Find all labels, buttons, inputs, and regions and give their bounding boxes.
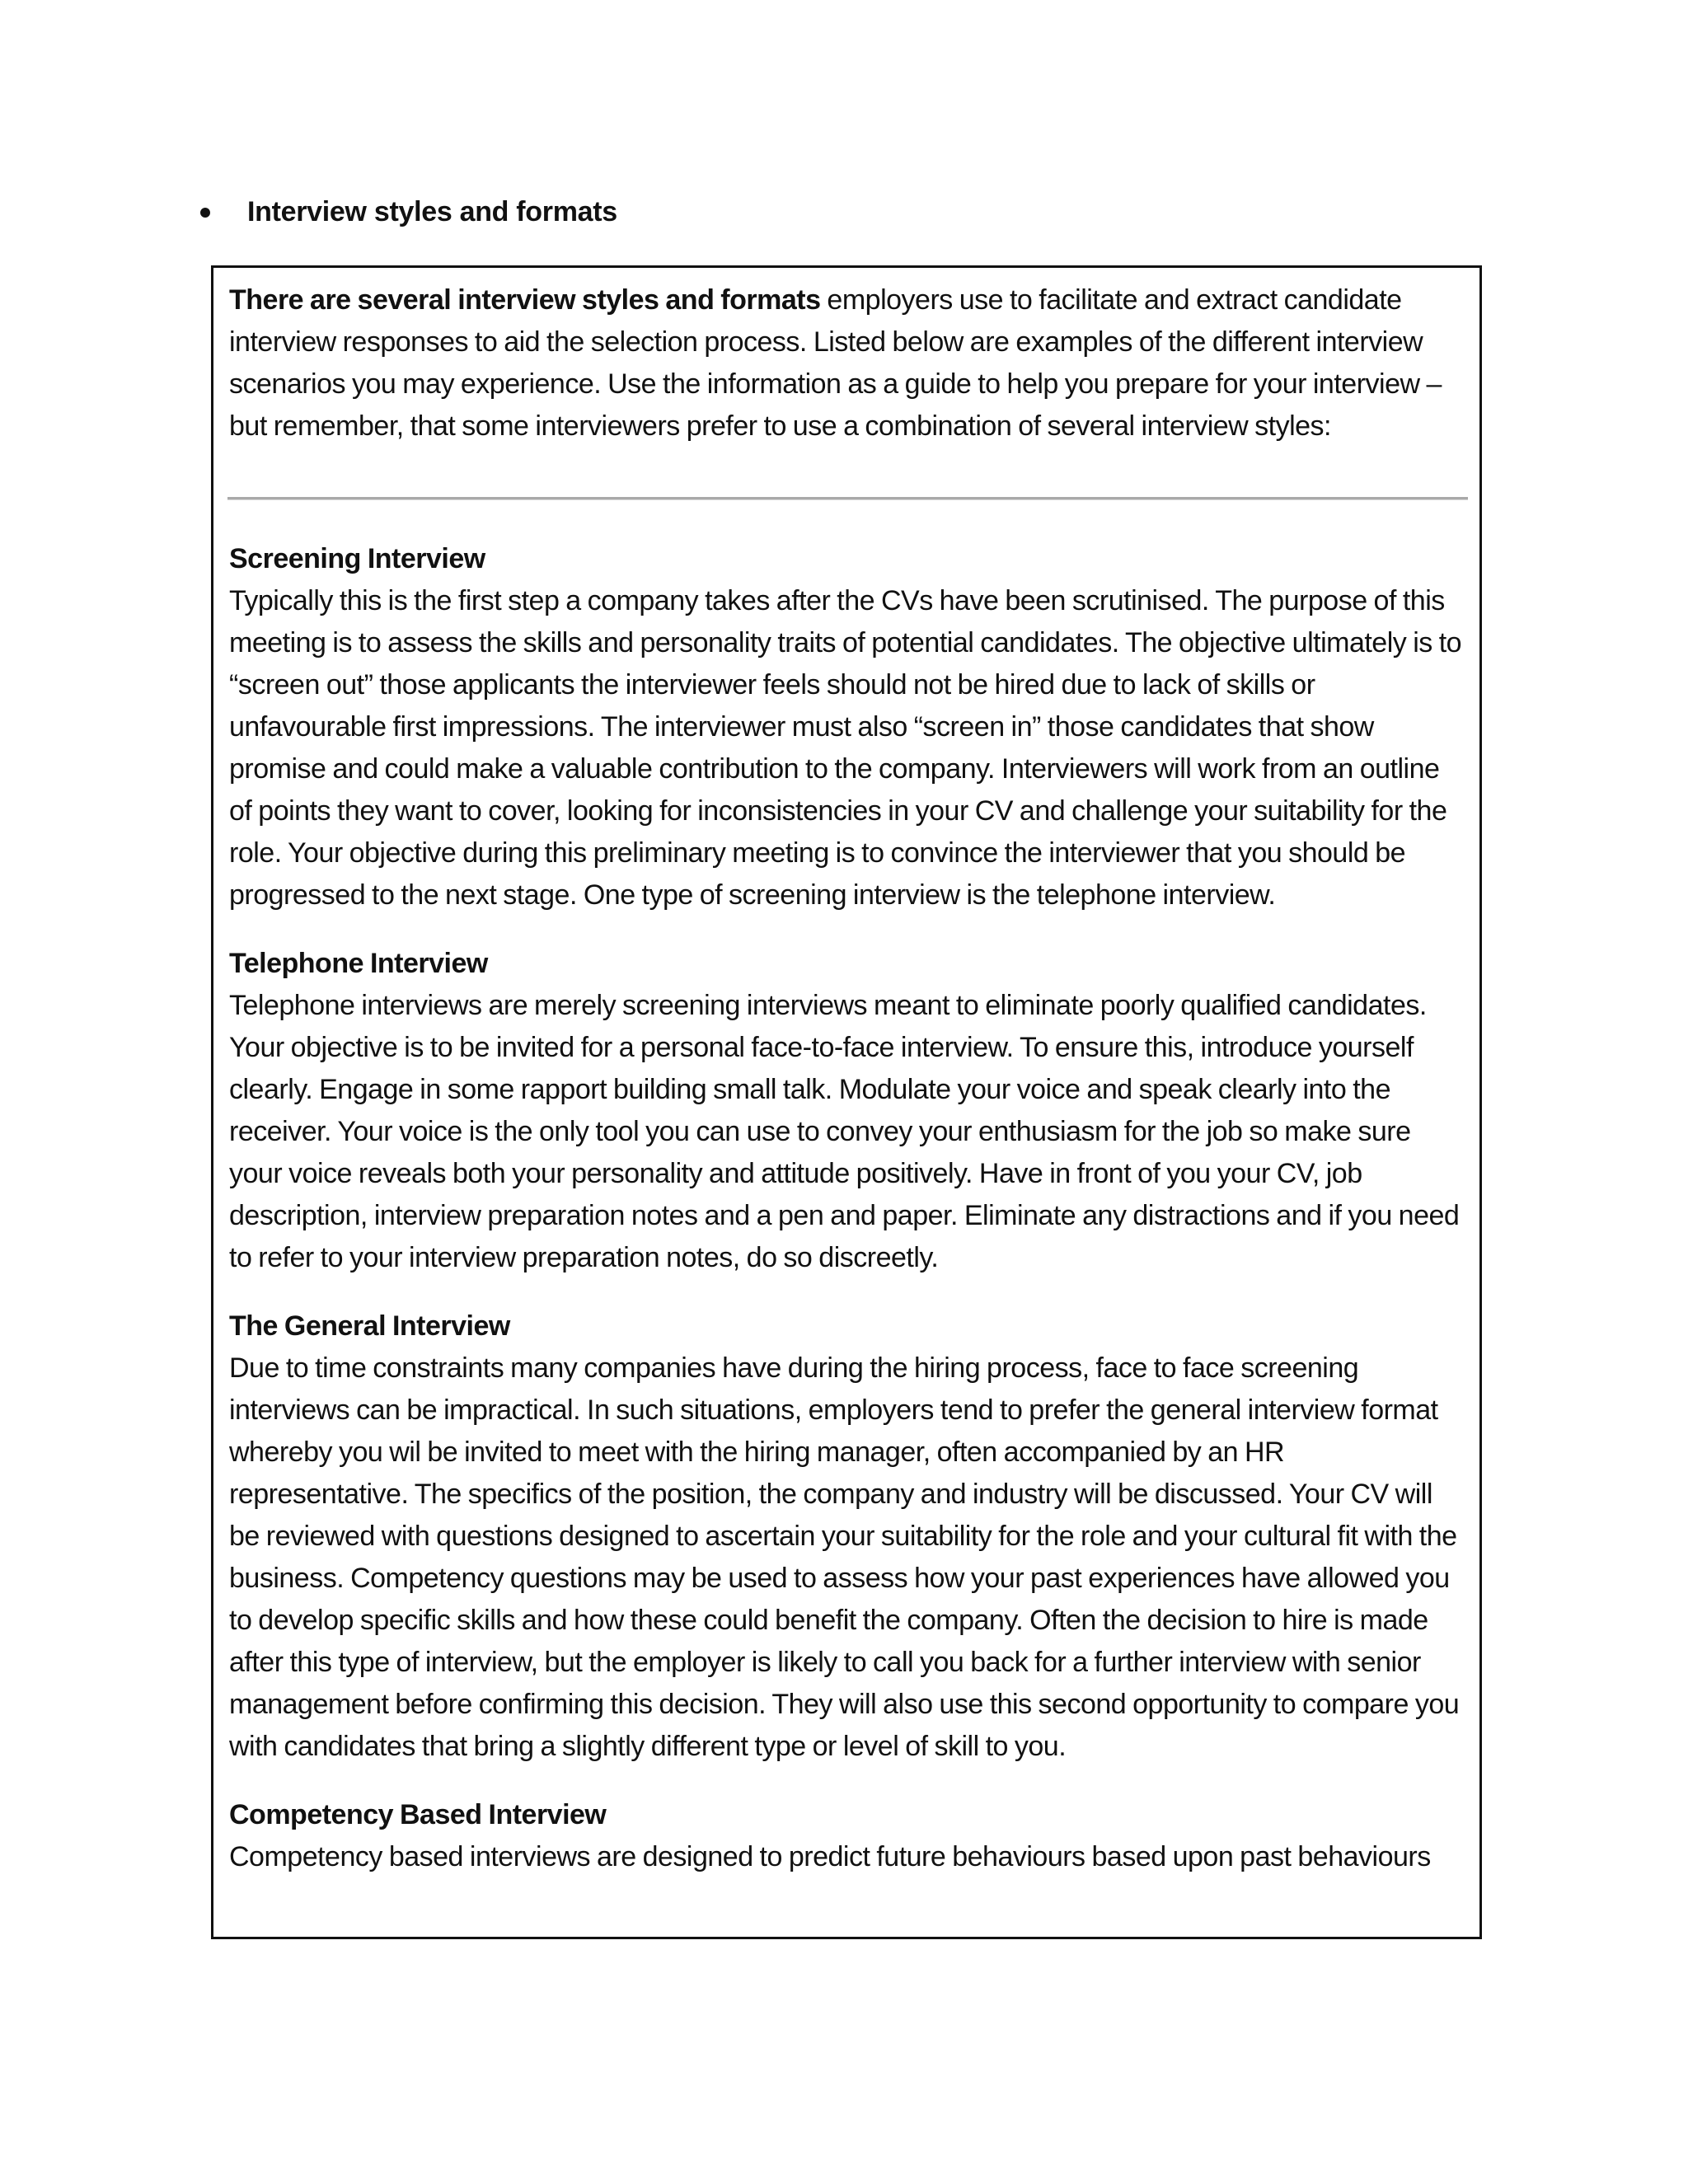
content-box	[211, 265, 1482, 1939]
section-screening-interview	[229, 538, 1466, 916]
section-body: Telephone interviews are merely screening interviews meant to eliminate poorly qualified candidates. Your objective is to be invited for a personal face-to-face interview. To ensure this, introduce yourself clearly. Engage in some rapport building small talk. Modulate your voice and speak clearly into the receiver. Your voice is the only tool you can use to convey your enthusiasm for the job so make sure your voice reveals both your personality and attitude positively. Have in front of you your CV, job description, interview preparation notes and a pen and paper. Eliminate any distractions and if you need to refer to your interview preparation notes, do so discreetly.	[229, 990, 1460, 1273]
section-title: The General Interview	[229, 1310, 510, 1342]
intro-paragraph	[229, 279, 1466, 448]
section-title: Screening Interview	[229, 543, 485, 574]
intro-text: employers use to facilitate and extract candidate interview responses to aid the selection process. Listed below are examples of the different interview scenarios you may experience. Use the information as a guide to help you prepare for your interview – but remember, that some interviewers prefer to use a combination of several interview styles:	[229, 284, 1442, 442]
section-general-interview	[229, 1305, 1466, 1768]
section-body: Due to time constraints many companies have during the hiring process, face to face screening interviews can be impractical. In such situations, employers tend to prefer the general interview format whereby you wil be invited to meet with the hiring manager, often accompanied by an HR representative. The specifics of the position, the company and industry will be discussed. Your CV will be reviewed with questions designed to ascertain your suitability for the role and your cultural fit with the business. Competency questions may be used to assess how your past experiences have allowed you to develop specific skills and how these could benefit the company. Often the decision to hire is made after this type of interview, but the employer is likely to call you back for a further interview with senior management before confirming this decision. They will also use this second opportunity to compare you with candidates that bring a slightly different type or level of skill to you.	[229, 1352, 1460, 1762]
section-telephone-interview	[229, 943, 1466, 1279]
section-body: Typically this is the first step a company takes after the CVs have been scrutinised. The purpose of this meeting is to assess the skills and personality traits of potential candidates. The objective ultimately is to “screen out” those applicants the interviewer feels should not be hired due to lack of skills or unfavourable first impressions. The interviewer must also “screen in” those candidates that show promise and could make a valuable contribution to the company. Interviewers will work from an outline of points they want to cover, looking for inconsistencies in your CV and challenge your suitability for the role. Your objective during this preliminary meeting is to convince the interviewer that you should be progressed to the next stage. One type of screening interview is the telephone interview.	[229, 585, 1462, 911]
horizontal-divider	[227, 497, 1468, 500]
section-competency-based-interview	[229, 1794, 1466, 1878]
section-title: Telephone Interview	[229, 948, 488, 979]
section-title: Competency Based Interview	[229, 1799, 607, 1830]
intro-bold-lead: There are several interview styles and formats	[229, 284, 821, 316]
section-body: Competency based interviews are designed to predict future behaviours based upon past behaviours	[229, 1841, 1431, 1872]
bullet-heading-text: Interview styles and formats	[247, 196, 617, 227]
bullet-heading	[247, 196, 617, 228]
bullet-icon	[200, 208, 210, 218]
